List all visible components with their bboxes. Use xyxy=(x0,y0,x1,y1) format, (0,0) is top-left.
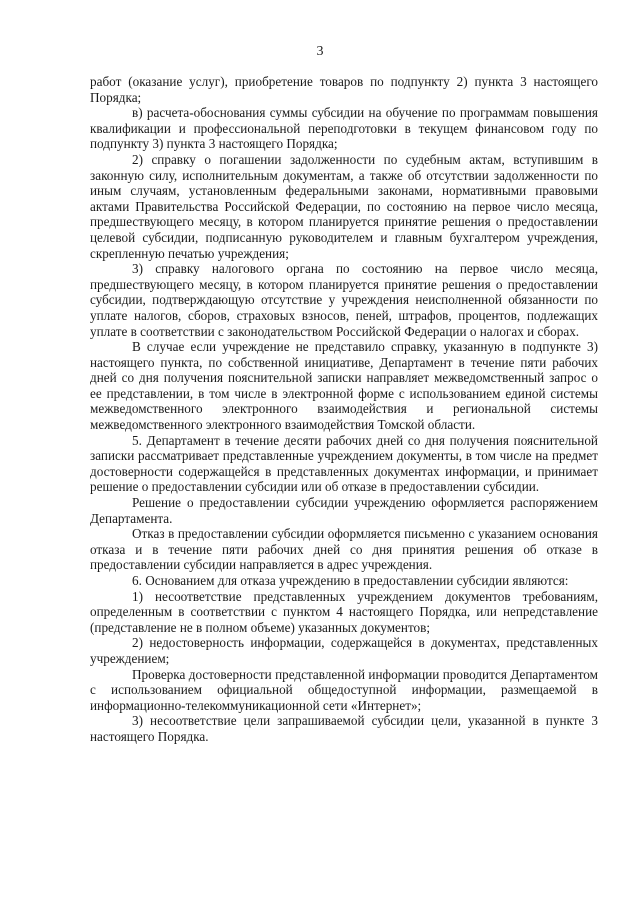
paragraph-refusal-reason-2: 2) недостоверность информации, содержащейся в документах, представленных учреждением; xyxy=(90,635,598,666)
document-body xyxy=(90,74,598,745)
paragraph-decision-form: Решение о предоставлении субсидии учреждению оформляется распоряжением Департамента. xyxy=(90,495,598,526)
paragraph-refusal-notice: Отказ в предоставлении субсидии оформляется письменно с указанием основания отказа и в течение пяти рабочих дней со дня принятия решения об отказе в предоставлении субсидии направляется в адрес учреждения. xyxy=(90,526,598,573)
paragraph-refusal-reason-3: 3) несоответствие цели запрашиваемой субсидии цели, указанной в пункте 3 настоящего Порядка. xyxy=(90,713,598,744)
paragraph-item-3: 3) справку налогового органа по состоянию на первое число месяца, предшествующего месяцу, в котором планируется принятие решения о предоставлении субсидии, подтверждающую отсутствие у учреждения неисполненной обязанности по уплате налогов, сборов, страховых взносов, пеней, штрафов, процентов, подлежащих уплате в соответствии с законодательством Российской Федерации о налогах и сборах. xyxy=(90,261,598,339)
paragraph-clause-6: 6. Основанием для отказа учреждению в предоставлении субсидии являются: xyxy=(132,573,569,588)
page-number: 3 xyxy=(316,44,324,59)
paragraph-item-v: в) расчета-обоснования суммы субсидии на обучение по программам повышения квалификации и профессиональной переподготовки в текущем финансовом году по подпункту 3) пункта 3 настоящего Порядка; xyxy=(90,105,598,152)
paragraph-clause-5: 5. Департамент в течение десяти рабочих дней со дня получения пояснительной записки рассматривает представленные учреждением документы, в том числе на предмет достоверности содержащейся в представленных документах информации, и принимает решение о предоставлении субсидии или об отказе в предоставлении субсидии. xyxy=(90,432,598,495)
paragraph-continuation: работ (оказание услуг), приобретение товаров по подпункту 2) пункта 3 настоящего Порядка; xyxy=(90,74,598,105)
paragraph-interagency-request: В случае если учреждение не представило справку, указанную в подпункте 3) настоящего пункта, по собственной инициативе, Департамент в течение пяти рабочих дней со дня получения пояснительной записки направляет межведомственный запрос о ее представлении, в том числе в электронной форме с использованием единой системы межведомственного электронного взаимодействия и региональной системы межведомственного электронного взаимодействия Томской области. xyxy=(90,339,598,433)
paragraph-verification: Проверка достоверности представленной информации проводится Департаментом с использованием официальной общедоступной информации, размещаемой в информационно-телекоммуникационной сети «Интернет»; xyxy=(90,666,598,713)
paragraph-item-2: 2) справку о погашении задолженности по судебным актам, вступившим в законную силу, исполнительным документам, а также об отсутствии задолженности по иным случаям, установленным федеральными законами, нормативными правовыми актами Правительства Российской Федерации, по состоянию на первое число месяца, предшествующего месяцу, в котором планируется принятие решения о предоставлении целевой субсидии, подписанную руководителем и главным бухгалтером учреждения, скрепленную печатью учреждения; xyxy=(90,151,598,261)
paragraph-refusal-reason-1: 1) несоответствие представленных учреждением документов требованиям, определенным в соответствии с пунктом 4 настоящего Порядка, или непредставление (представление не в полном объеме) указанных документов; xyxy=(90,588,598,635)
